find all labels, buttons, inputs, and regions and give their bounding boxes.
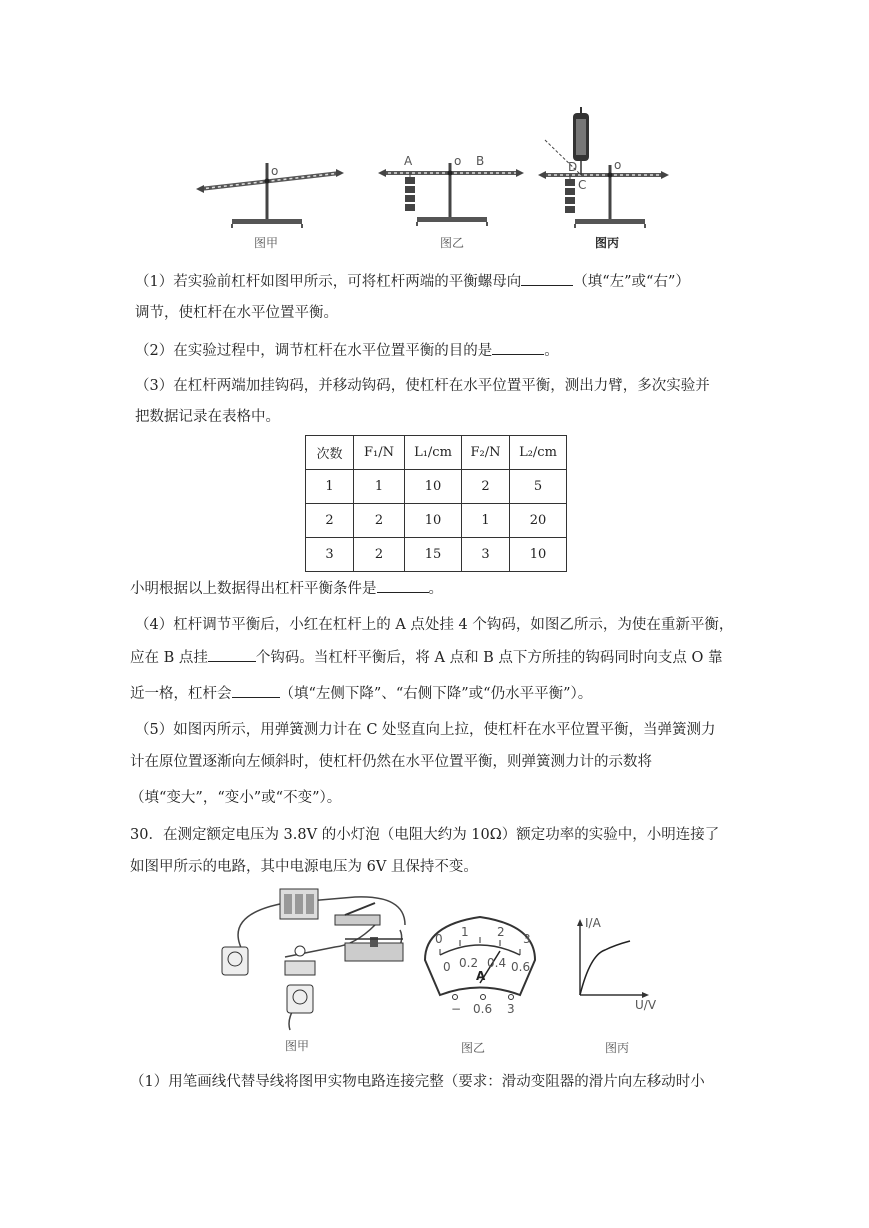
table-cell: 10: [405, 504, 462, 538]
q5-line1: （5）如图丙所示，用弹簧测力计在 C 处竖直向上拉，使杠杆在水平位置平衡，当弹簧测力: [135, 722, 716, 738]
q1-line2: 调节，使杠杆在水平位置平衡。: [135, 305, 338, 321]
q5-line2: 计在原位置逐渐向左倾斜时，使杠杆仍然在水平位置平衡，则弹簧测力计的示数将: [130, 754, 652, 770]
q4-line2: 应在 B 点挂 个钩码。当杠杆平衡后，将 A 点和 B 点下方所挂的钩码同时向支点 O 靠: [130, 647, 740, 668]
meter-bottom-scale-2: 0.4: [487, 956, 507, 970]
q30-line2: 如图甲所示的电路，其中电源电压为 6V 且保持不变。: [130, 859, 478, 875]
table-cell: 2: [354, 538, 405, 572]
table-row: [306, 538, 567, 572]
answer-blank-q2[interactable]: [492, 340, 544, 355]
table-row: [306, 504, 567, 538]
pivot-label-o-yi: o: [454, 154, 462, 168]
caption-circuit-jia: 图甲: [285, 1039, 310, 1053]
table-cell: 1: [306, 470, 354, 504]
circuit-figures: [205, 885, 765, 1065]
caption-meter-yi: 图乙: [461, 1041, 486, 1055]
table-cell: 1: [462, 504, 510, 538]
table-cell: 2: [354, 504, 405, 538]
meter-bottom-scale-1: 0.2: [459, 956, 479, 970]
meter-terminal-06: 0.6: [473, 1002, 493, 1016]
meter-top-scale-1: 1: [461, 925, 469, 939]
q2-line: （2）在实验过程中，调节杠杆在水平位置平衡的目的是 。: [135, 340, 745, 361]
graph-ylabel: I/A: [585, 916, 601, 930]
table-header: L₂/cm: [510, 436, 567, 470]
meter-bottom-scale-3: 0.6: [511, 960, 531, 974]
meter-top-scale-2: 2: [497, 925, 505, 939]
table-cell: 5: [510, 470, 567, 504]
q30-line1: 30．在测定额定电压为 3.8V 的小灯泡（电阻大约为 10Ω）额定功率的实验中，小明连接了: [130, 827, 720, 843]
meter-top-scale-0: 0: [435, 932, 443, 946]
q30-1-line1: （1）用笔画线代替导线将图甲实物电路连接完整（要求：滑动变阻器的滑片向左移动时小: [130, 1074, 705, 1090]
table-cell: 1: [354, 470, 405, 504]
meter-unit: A: [476, 969, 486, 983]
q3-conclusion: 小明根据以上数据得出杠杆平衡条件是 。: [130, 578, 740, 599]
table-cell: 15: [405, 538, 462, 572]
q4-line1: （4）杠杆调节平衡后，小红在杠杆上的 A 点处挂 4 个钩码，如图乙所示，为使在重新平衡，: [135, 617, 734, 633]
answer-blank-q1[interactable]: [521, 271, 573, 286]
iu-graph-bing: [577, 916, 657, 1055]
table-cell: 20: [510, 504, 567, 538]
caption-jia: 图甲: [254, 236, 279, 250]
lever-figures: [190, 105, 740, 257]
ammeter-figure-yi: [425, 917, 535, 1055]
point-label-c: C: [578, 178, 587, 192]
table-cell: 10: [510, 538, 567, 572]
caption-graph-bing: 图丙: [605, 1041, 630, 1055]
table-cell: 2: [306, 504, 354, 538]
q4-line3: 近一格，杠杆会 （填“左侧下降”、“右侧下降”或“仍水平平衡”）。: [130, 683, 740, 704]
table-header-row: [306, 436, 567, 470]
table-cell: 3: [462, 538, 510, 572]
meter-top-scale-3: 3: [523, 932, 531, 946]
answer-blank-q4a[interactable]: [208, 647, 256, 662]
lever-figure-jia: [196, 163, 344, 250]
table-cell: 2: [462, 470, 510, 504]
graph-xlabel: U/V: [635, 998, 657, 1012]
table-cell: 10: [405, 470, 462, 504]
answer-blank-q4b[interactable]: [232, 683, 280, 698]
q5-line3: （填“变大”，“变小”或“不变”）。: [130, 790, 342, 806]
table-header: L₁/cm: [405, 436, 462, 470]
point-label-d: D: [568, 160, 578, 174]
table-row: [306, 470, 567, 504]
meter-terminal-neg: −: [451, 1002, 462, 1016]
table-header: F₂/N: [462, 436, 510, 470]
answer-blank-q3[interactable]: [377, 578, 429, 593]
table-header: F₁/N: [354, 436, 405, 470]
data-table: [305, 435, 567, 572]
meter-terminal-3: 3: [507, 1002, 515, 1016]
q1-line1: （1）若实验前杠杆如图甲所示，可将杠杆两端的平衡螺母向 （填“左”或“右”）: [135, 271, 745, 292]
caption-bing: 图丙: [595, 236, 620, 250]
table-header: 次数: [306, 436, 354, 470]
pivot-label-o: o: [271, 164, 279, 178]
q3-line2: 把数据记录在表格中。: [135, 409, 280, 425]
point-label-a: A: [404, 154, 413, 168]
lever-figure-bing: [538, 107, 669, 250]
caption-yi: 图乙: [440, 236, 465, 250]
meter-bottom-scale-0: 0: [443, 960, 451, 974]
table-cell: 3: [306, 538, 354, 572]
point-label-b: B: [476, 154, 485, 168]
q3-line1: （3）在杠杆两端加挂钩码，并移动钩码，使杠杆在水平位置平衡，测出力臂，多次实验并: [135, 378, 710, 394]
lever-figure-yi: [378, 154, 524, 250]
pivot-label-o-bing: o: [614, 158, 622, 172]
circuit-figure-jia: [222, 889, 405, 1053]
